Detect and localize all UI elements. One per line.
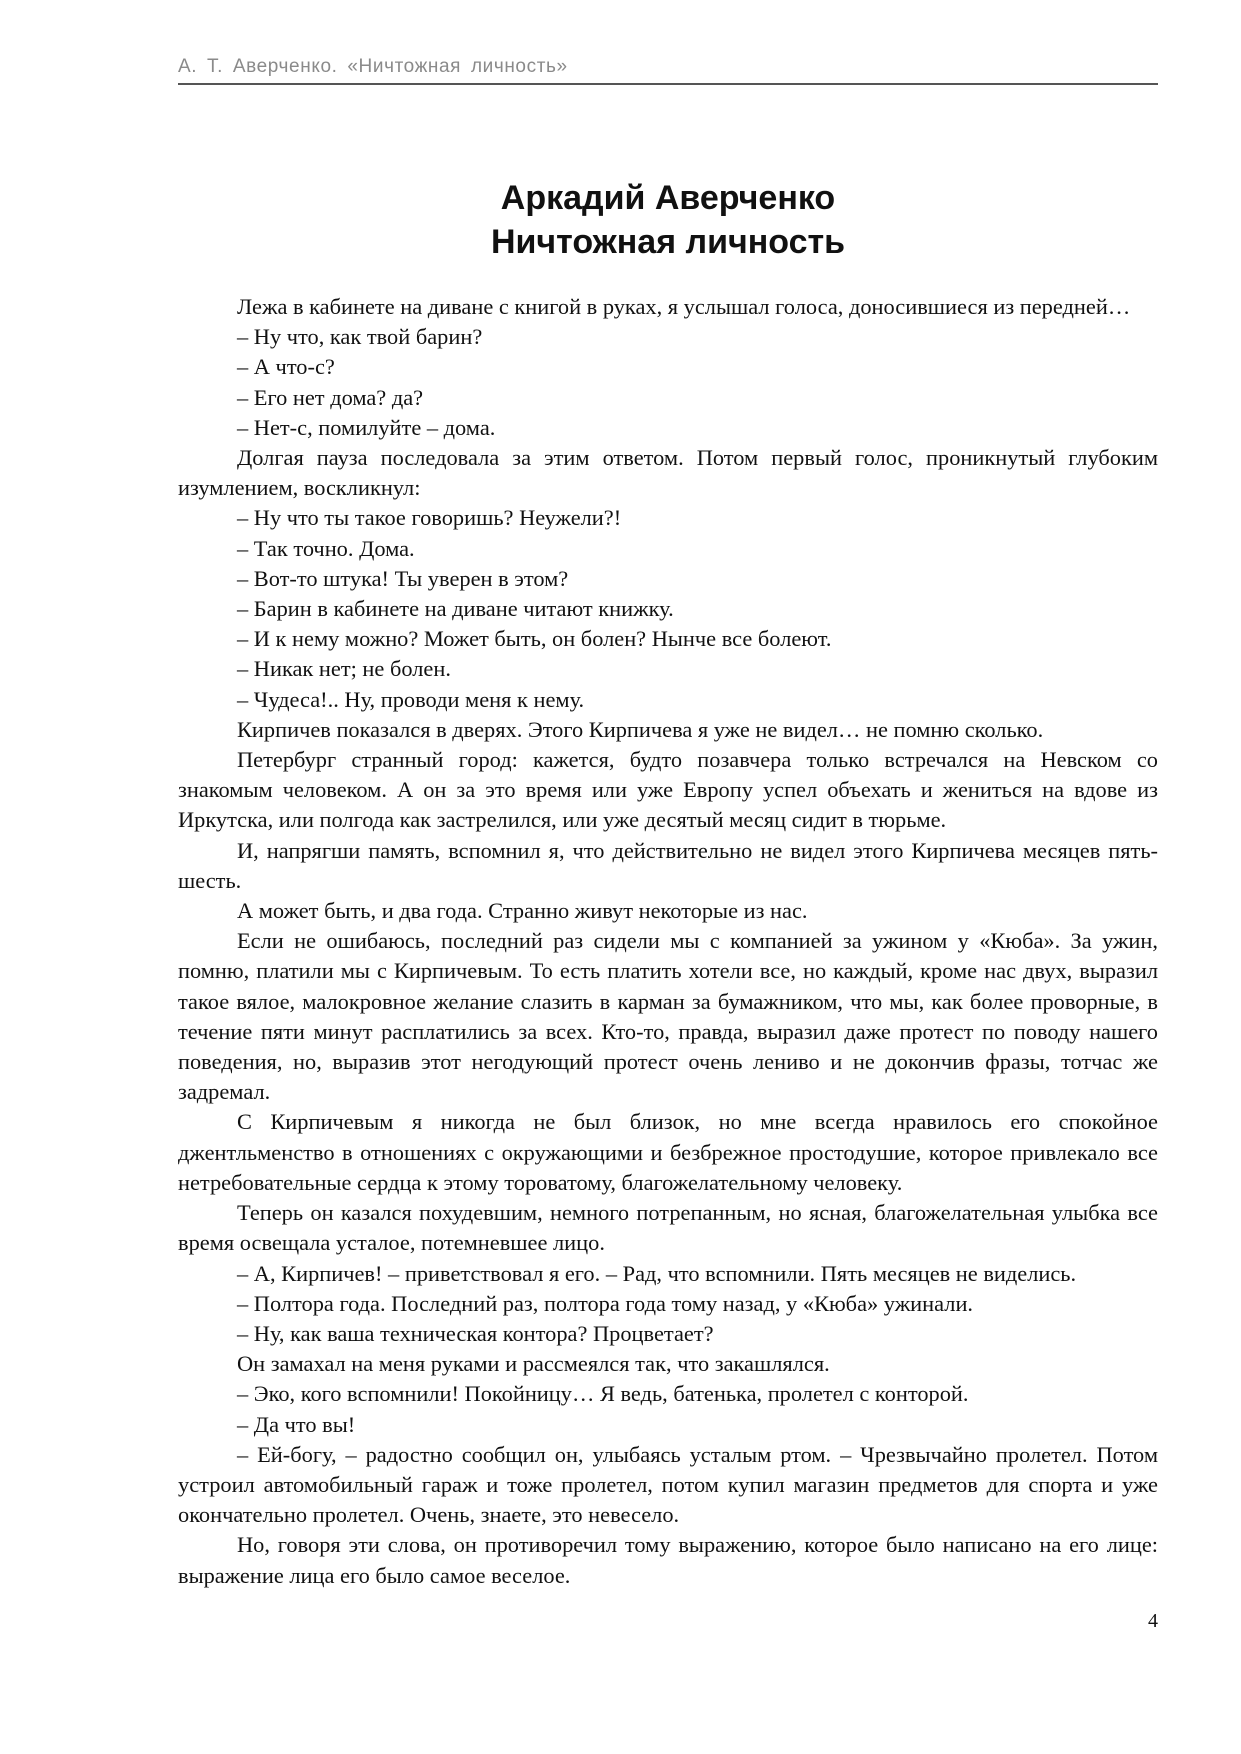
paragraph: Теперь он казался похудевшим, немного потрепанным, но ясная, благожелательная улыбка все время освещала усталое, потемневшее лицо. — [178, 1200, 1158, 1256]
paragraph: А может быть, и два года. Странно живут некоторые из нас. — [237, 898, 808, 924]
paragraph: – Ну что ты такое говоришь? Неужели?! — [237, 505, 622, 531]
running-header: А. Т. Аверченко. «Ничтожная личность» — [178, 56, 1158, 85]
paragraph: С Кирпичевым я никогда не был близок, но мне всегда нравилось его спокойное джентльменство в отношениях с окружающими и безбрежное простодушие, которое привлекало все нетребовательные сердца к этому тороватому, благожелательному человеку. — [178, 1109, 1158, 1195]
paragraph: – Да что вы! — [237, 1411, 356, 1437]
paragraph: – И к нему можно? Может быть, он болен? Нынче все болеют. — [237, 626, 832, 652]
paragraph: И, напрягши память, вспомнил я, что действительно не видел этого Кирпичева месяцев пять-шесть. — [178, 837, 1158, 893]
paragraph: – Нет-с, помилуйте – дома. — [237, 414, 496, 440]
paragraph: Если не ошибаюсь, последний раз сидели мы с компанией за ужином у «Кюба». За ужин, помню, платили мы с Кирпичевым. То есть платить хотели все, но каждый, кроме нас двух, выразил такое вялое, малокровное желание слазить в карман за бумажником, что мы, как более проворные, в течение пяти минут расплатились за всех. Кто-то, правда, выразил даже протест по поводу нашего поведения, но, выразив этот негодующий протест очень лениво и не докончив фразы, тотчас же задремал. — [178, 928, 1158, 1105]
page-number: 4 — [1148, 1610, 1158, 1632]
paragraph: – Так точно. Дома. — [237, 535, 415, 561]
work-title: Ничтожная личность — [490, 223, 846, 261]
paragraph: – Его нет дома? да? — [237, 384, 424, 410]
paragraph: – Ну что, как твой барин? — [237, 324, 483, 350]
paragraph: – Эко, кого вспомнили! Покойницу… Я ведь, батенька, пролетел с конторой. — [237, 1381, 969, 1407]
paragraph: – Ну, как ваша техническая контора? Процветает? — [237, 1320, 714, 1346]
paragraph: – Полтора года. Последний раз, полтора года тому назад, у «Кюба» ужинали. — [237, 1290, 974, 1316]
paragraph: – А, Кирпичев! – приветствовал я его. – Рад, что вспомнили. Пять месяцев не виделись. — [237, 1260, 1077, 1286]
author-name: Аркадий Аверченко — [500, 179, 836, 217]
paragraph: – Барин в кабинете на диване читают книжку. — [237, 596, 674, 622]
body-text — [178, 292, 1158, 1591]
paragraph: Кирпичев показался в дверях. Этого Кирпичева я уже не видел… не помню сколько. — [237, 716, 1044, 742]
paragraph: – А что-с? — [237, 354, 335, 380]
paragraph: Долгая пауза последовала за этим ответом. Потом первый голос, проникнутый глубоким изумлением, воскликнул: — [178, 445, 1158, 501]
paragraph: Лежа в кабинете на диване с книгой в руках, я услышал голоса, доносившиеся из передней… — [237, 294, 1131, 319]
paragraph: Петербург странный город: кажется, будто позавчера только встречался на Невском со знакомым человеком. А он за это время или уже Европу успел объехать и жениться на вдове из Иркутска, или полгода как застрелился, или уже десятый месяц сидит в тюрьме. — [178, 747, 1158, 833]
paragraph: – Вот-то штука! Ты уверен в этом? — [237, 565, 569, 591]
title-block — [178, 176, 1158, 264]
paragraph: – Чудеса!.. Ну, проводи меня к нему. — [237, 686, 585, 712]
paragraph: – Ей-богу, – радостно сообщил он, улыбаясь усталым ртом. – Чрезвычайно пролетел. Потом устроил автомобильный гараж и тоже пролетел, потом купил магазин предметов для спорта и уже окончательно пролетел. Очень, знаете, это невесело. — [178, 1441, 1158, 1528]
paragraph: Он замахал на меня руками и рассмеялся так, что закашлялся. — [237, 1351, 830, 1377]
paragraph: Но, говоря эти слова, он противоречил тому выражению, которое было написано на его лице: выражение лица его было самое веселое. — [178, 1532, 1158, 1588]
paragraph: – Никак нет; не болен. — [237, 656, 451, 682]
